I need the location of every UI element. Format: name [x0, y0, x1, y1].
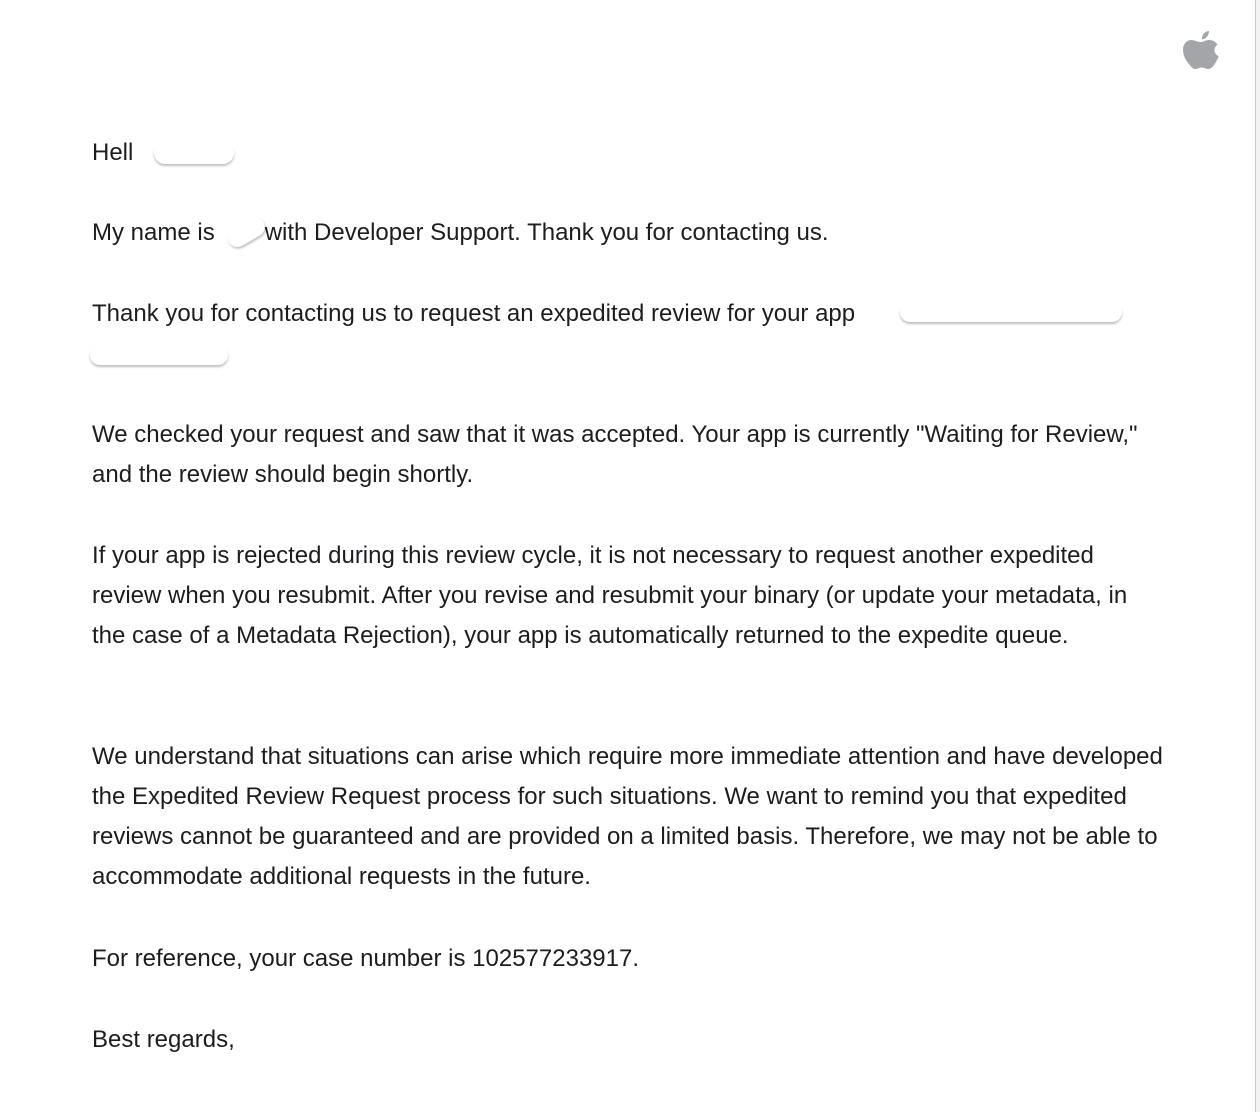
- intro-before: My name is: [92, 219, 215, 246]
- policy-paragraph: We understand that situations can arise which require more immediate attention and have developed the Expedited Review Request process for such situations. We want to remind you that expedited reviews cannot be guaranteed and are provided on a limited basis. Therefore, we may not be able to accommodate additional requests in the future.: [92, 743, 1163, 890]
- closing: Best regards,: [92, 1026, 235, 1053]
- intro-after: with Developer Support. Thank you for contacting us.: [264, 219, 829, 246]
- status-paragraph: We checked your request and saw that it was accepted. Your app is currently "Waiting for Review," and the review should begin shortly.: [92, 421, 1138, 488]
- rejection-paragraph: If your app is rejected during this review cycle, it is not necessary to request another expedited review when you resubmit. After you revise and resubmit your binary (or update your metadata, in the case of a Metadata Rejection), your app is automatically returned to the expedite queue.: [92, 542, 1128, 649]
- redaction-mark: [900, 302, 1122, 322]
- redaction-mark: [90, 345, 228, 365]
- greeting-text: Hell: [92, 139, 134, 166]
- apple-logo-icon: [1180, 28, 1222, 78]
- request-text: Thank you for contacting us to request an expedited review for your app: [92, 300, 856, 327]
- redaction-mark: [154, 142, 234, 164]
- window-gutter: [1256, 0, 1260, 1112]
- greeting: [92, 133, 1167, 173]
- reference-paragraph: For reference, your case number is 102577233917.: [92, 945, 639, 972]
